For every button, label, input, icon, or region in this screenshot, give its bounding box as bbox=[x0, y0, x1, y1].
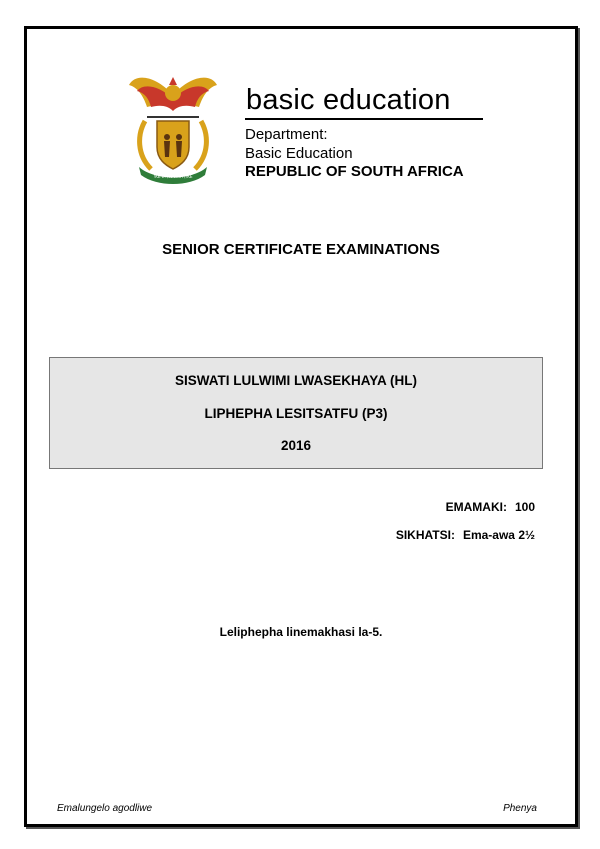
brand-title: basic education bbox=[246, 84, 451, 116]
time-row bbox=[396, 528, 535, 542]
department-label: Department: bbox=[245, 126, 328, 143]
brand-rule bbox=[245, 118, 483, 120]
time-value: Ema-awa 2½ bbox=[462, 528, 535, 542]
paper-title: LIPHEPHA LESITSATFU (P3) bbox=[204, 406, 388, 421]
coat-of-arms-icon bbox=[125, 65, 221, 185]
turn-over-note: Phenya bbox=[503, 803, 537, 814]
time-label: SIKHATSI: bbox=[395, 528, 455, 542]
country-name: REPUBLIC OF SOUTH AFRICA bbox=[245, 163, 464, 180]
exam-year: 2016 bbox=[280, 438, 312, 453]
department-name: Basic Education bbox=[245, 145, 353, 162]
copyright-note: Emalungelo agodliwe bbox=[57, 803, 153, 814]
subject-title: SISWATI LULWIMI LWASEKHAYA (HL) bbox=[174, 373, 417, 388]
subject-box bbox=[49, 357, 543, 469]
pages-note: Leliphepha linemakhasi la-5. bbox=[219, 625, 383, 639]
coat-motto: !KE E: /XARRA //KE bbox=[153, 174, 193, 179]
page-frame bbox=[24, 26, 578, 827]
marks-label: EMAMAKI: bbox=[445, 500, 507, 514]
brand-block bbox=[245, 84, 483, 180]
marks-value: 100 bbox=[514, 500, 535, 514]
exam-heading: SENIOR CERTIFICATE EXAMINATIONS bbox=[162, 241, 440, 258]
marks-row bbox=[446, 500, 535, 514]
